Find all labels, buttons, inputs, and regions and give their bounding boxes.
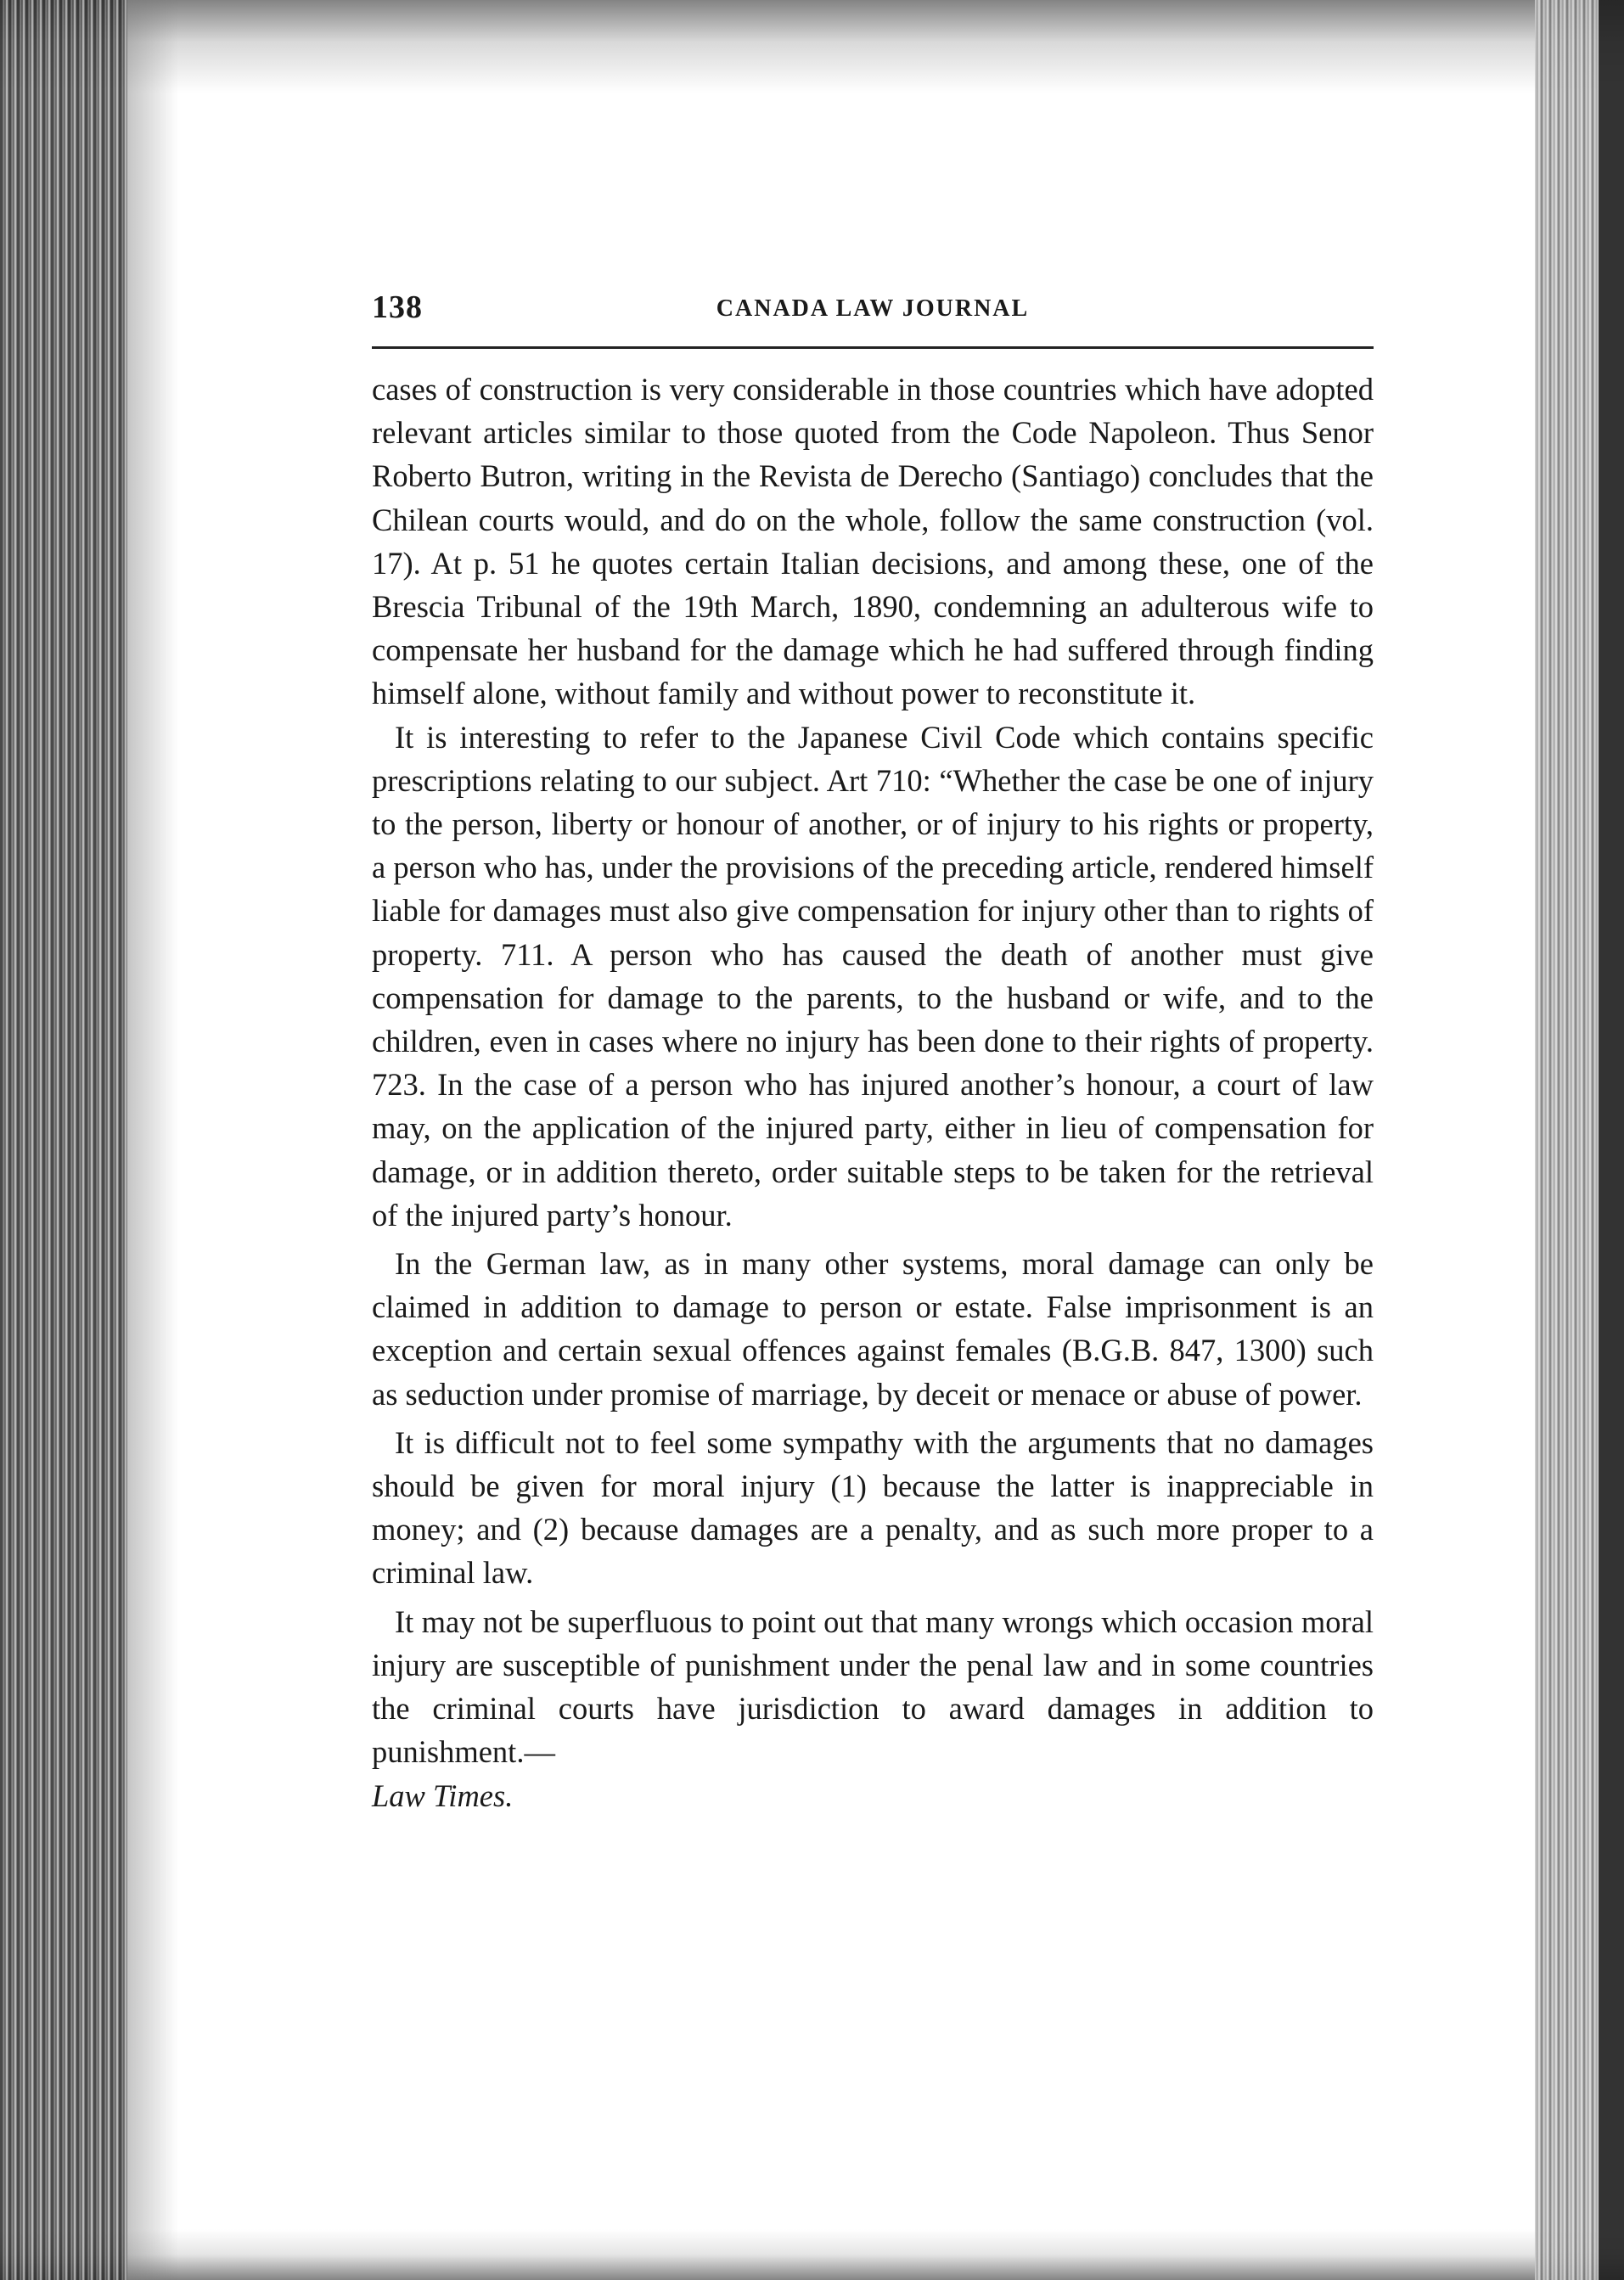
- paragraph-german-law: In the German law, as in many other systems, moral damage can only be claimed in addition to damage to person or estate. False imprisonment is an exception and certain sexual offences against females (B.G.B. 847, 1300) such as seduction under promise of marriage, by deceit or menace or abuse of power.: [372, 1246, 1374, 1412]
- scan-edge-right: [1535, 0, 1624, 2280]
- paragraph-continuation: cases of construction is very considerable in those countries which have adopted relevant articles similar to those quoted from the Code Napoleon. Thus Senor Roberto Butron, writing in the Revista de Derecho (Santiago) concludes that the Chilean courts would, and do on the whole, follow the same construction (vol. 17). At p. 51 he quotes certain Italian decisions, and among these, one of the Brescia Tribunal of the 19th March, 1890, condemning an adulterous wife to compensate her husband for the damage which he had suffered through finding himself alone, without family and without power to reconstitute it.: [372, 372, 1374, 711]
- scan-edge-bottom: [0, 2229, 1624, 2280]
- source-attribution: Law Times.: [372, 1777, 514, 1813]
- header-rule: [372, 346, 1374, 349]
- running-head: [372, 289, 1374, 340]
- scan-edge-left: [0, 0, 127, 2280]
- journal-page: [372, 289, 1374, 1817]
- page-number: 138: [372, 289, 423, 325]
- paragraph-penal-law: It may not be superfluous to point out that many wrongs which occasion moral injury are susceptible of punishment under the penal law and in some countries the criminal courts have jurisdiction to award damages in addition to punishment.—: [372, 1603, 1374, 1770]
- paragraph-sympathy: It is difficult not to feel some sympathy with the arguments that no damages should be given for moral injury (1) because the latter is inappreciable in money; and (2) because damages are a penalty, and as such more proper to a criminal law.: [372, 1424, 1374, 1591]
- paragraph-japanese-code: It is interesting to refer to the Japanese Civil Code which contains specific prescriptions relating to our subject. Art 710: “Whether the case be one of injury to the person, liberty or honour of another, or of injury to his rights or property, a person who has, under the provisions of the preceding article, rendered himself liable for damages must also give compensation for injury other than to rights of property. 711. A person who has caused the death of another must give compensation for damage to the parents, to the husband or wife, and to the children, even in cases where no injury has been done to their rights of property. 723. In the case of a person who has injured another’s honour, a court of law may, on the application of the injured party, either in lieu of compensation for damage, or in addition thereto, order suitable steps to be taken for the retrieval of the injured party’s honour.: [372, 719, 1374, 1233]
- journal-title: CANADA LAW JOURNAL: [716, 295, 1030, 322]
- scan-edge-top: [0, 0, 1624, 93]
